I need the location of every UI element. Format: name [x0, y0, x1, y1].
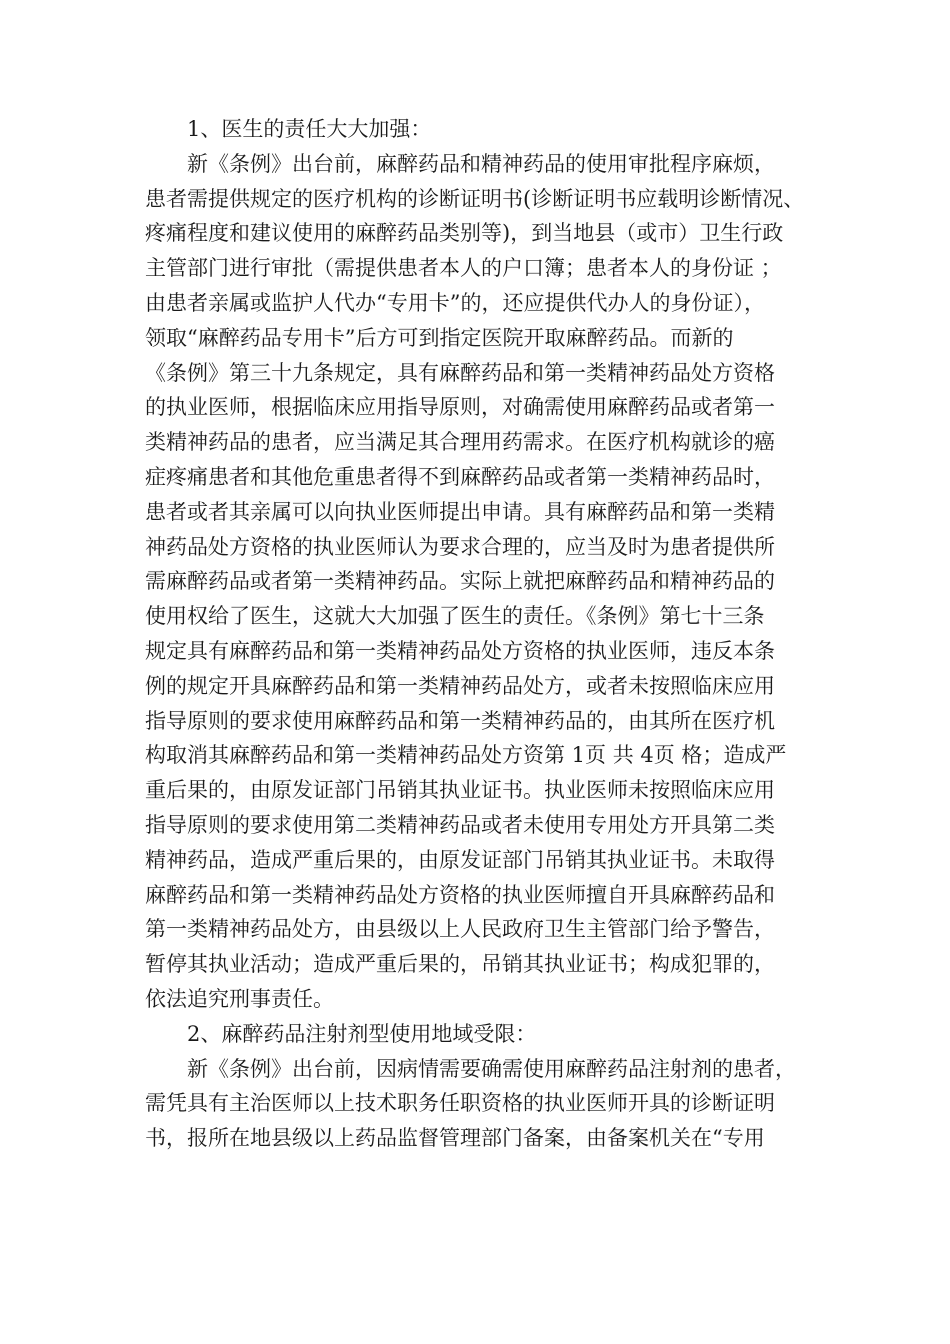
text-line: 类精神药品的患者，应当满足其合理用药需求。在医疗机构就诊的癌 [145, 430, 775, 455]
text-line: 指导原则的要求使用麻醉药品和第一类精神药品的，由其所在医疗机 [145, 708, 775, 733]
text-line: 新《条例》出台前，麻醉药品和精神药品的使用审批程序麻烦， [187, 151, 775, 176]
text-line: 依法追究刑事责任。 [145, 986, 334, 1011]
text-line: 1、医生的责任大大加强： [187, 117, 432, 141]
text-line: 精神药品，造成严重后果的，由原发证部门吊销其执业证书。未取得 [145, 847, 775, 872]
text-line: 领取“麻醉药品专用卡”后方可到指定医院开取麻醉药品。而新的 [145, 325, 734, 350]
text-line: 需麻醉药品或者第一类精神药品。实际上就把麻醉药品和精神药品的 [145, 569, 775, 594]
text-line: 症疼痛患者和其他危重患者得不到麻醉药品或者第一类精神药品时， [145, 464, 775, 489]
text-line: 第一类精神药品处方，由县级以上人民政府卫生主管部门给予警告， [145, 917, 775, 942]
text-line: 重后果的，由原发证部门吊销其执业证书。执业医师未按照临床应用 [145, 778, 775, 803]
text-line: 构取消其麻醉药品和第一类精神药品处方资第 1页 共 4页 格；造成严 [145, 743, 787, 768]
text-line: 患者需提供规定的医疗机构的诊断证明书(诊断证明书应载明诊断情况、 [145, 186, 805, 211]
text-line: 麻醉药品和第一类精神药品处方资格的执业医师擅自开具麻醉药品和 [145, 882, 775, 907]
text-line: 暂停其执业活动；造成严重后果的，吊销其执业证书；构成犯罪的， [145, 952, 775, 977]
text-line: 主管部门进行审批（需提供患者本人的户口簿；患者本人的身份证 ； [145, 256, 782, 281]
text-line: 指导原则的要求使用第二类精神药品或者未使用专用处方开具第二类 [145, 812, 775, 837]
text-line: 《条例》第三十九条规定，具有麻醉药品和第一类精神药品处方资格 [145, 360, 775, 385]
document-body [145, 112, 825, 1156]
text-line: 使用权给了医生，这就大大加强了医生的责任。《条例》第七十三条 [145, 604, 765, 629]
text-line: 书，报所在地县级以上药品监督管理部门备案，由备案机关在“专用 [145, 1126, 765, 1151]
text-line: 需凭具有主治医师以上技术职务任职资格的执业医师开具的诊断证明 [145, 1091, 775, 1116]
text-line: 的执业医师，根据临床应用指导原则，对确需使用麻醉药品或者第一 [145, 395, 775, 420]
text-line: 规定具有麻醉药品和第一类精神药品处方资格的执业医师，违反本条 [145, 638, 775, 663]
text-line: 新《条例》出台前，因病情需要确需使用麻醉药品注射剂的患者， [187, 1056, 796, 1081]
text-line: 疼痛程度和建议使用的麻醉药品类别等)，到当地县（或市）卫生行政 [145, 221, 784, 246]
text-line: 由患者亲属或监护人代办“专用卡”的，还应提供代办人的身份证）， [145, 290, 765, 315]
text-line: 2、麻醉药品注射剂型使用地域受限： [187, 1021, 537, 1046]
text-line: 例的规定开具麻醉药品和第一类精神药品处方，或者未按照临床应用 [145, 673, 775, 698]
text-line: 神药品处方资格的执业医师认为要求合理的，应当及时为患者提供所 [145, 534, 775, 559]
text-line: 患者或者其亲属可以向执业医师提出申请。具有麻醉药品和第一类精 [145, 499, 775, 524]
